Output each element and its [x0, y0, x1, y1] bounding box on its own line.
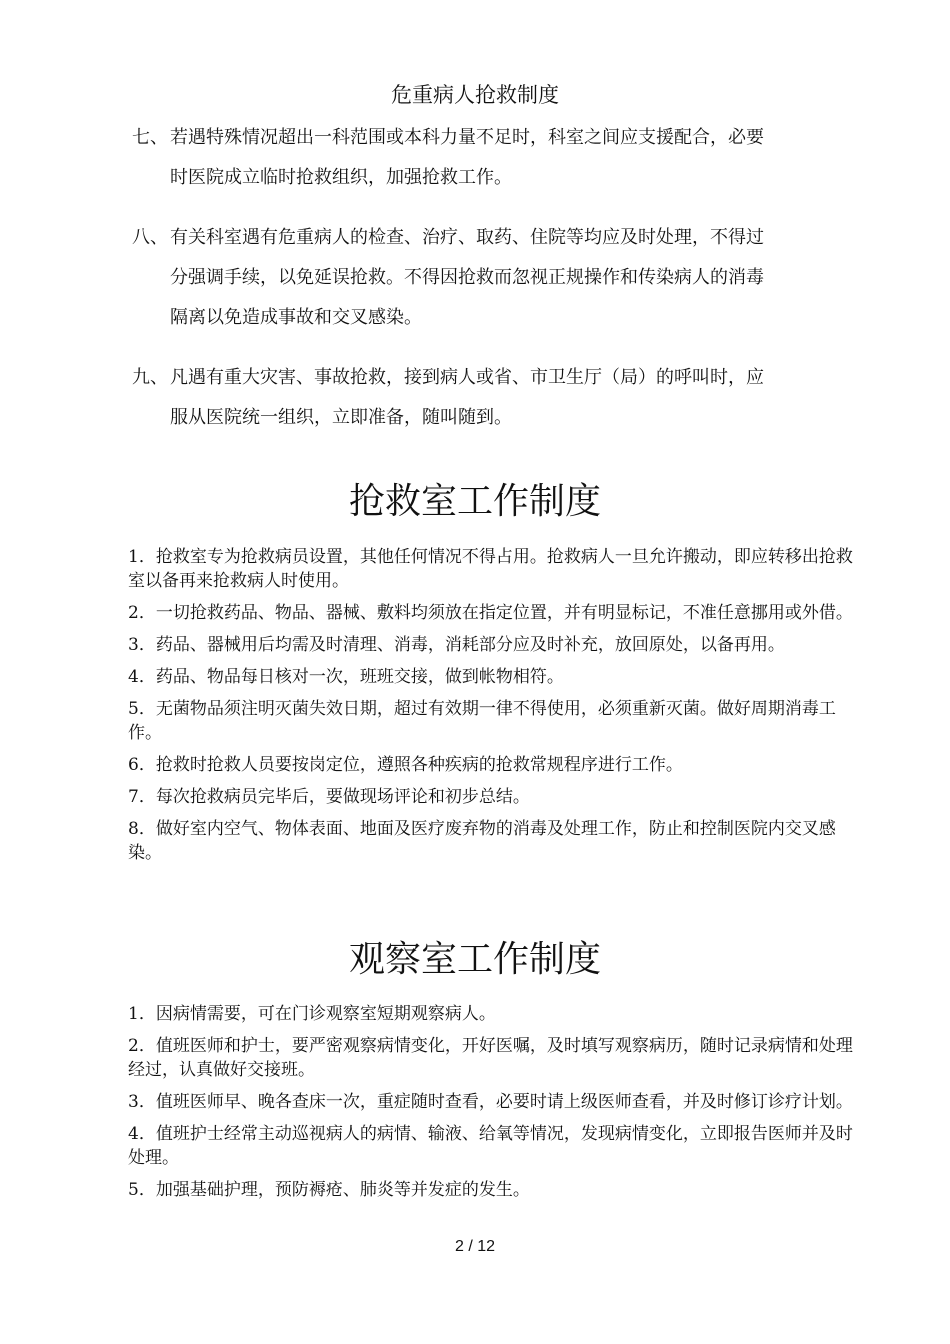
clause-number: 九、 — [132, 367, 168, 388]
clause-continuation: 隔离以免造成事故和交叉感染。 — [170, 307, 422, 328]
rule-item: 7．每次抢救病员完毕后，要做现场评论和初步总结。 — [128, 787, 530, 807]
clause-continuation: 服从医院统一组织，立即准备，随叫随到。 — [170, 407, 512, 428]
clause-text: 有关科室遇有危重病人的检查、治疗、取药、住院等均应及时处理，不得过 — [170, 227, 764, 248]
rescue-room-title: 抢救室工作制度 — [348, 481, 601, 522]
observation-room-rules — [128, 1002, 860, 1210]
clause-first-line — [132, 218, 862, 258]
page-indicator: 2 / 12 — [454, 1238, 496, 1255]
rule-item: 6．抢救时抢救人员要按岗定位，遵照各种疾病的抢救常规程序进行工作。 — [128, 755, 683, 775]
clause-first-line — [132, 358, 862, 398]
rule-item: 5．加强基础护理，预防褥疮、肺炎等并发症的发生。 — [128, 1180, 530, 1200]
rule-item: 2．值班医师和护士，要严密观察病情变化，开好医嘱，及时填写观察病历，随时记录病情和处理经过，认真做好交接班。 — [128, 1036, 853, 1080]
clause-continuation: 时医院成立临时抢救组织，加强抢救工作。 — [170, 167, 512, 188]
section-subtitle: 危重病人抢救制度 — [391, 83, 559, 107]
rule-item: 4．值班护士经常主动巡视病人的病情、输液、给氧等情况，发现病情变化，立即报告医师并及时处理。 — [128, 1124, 853, 1168]
rule-item: 3．值班医师早、晚各查床一次，重症随时查看，必要时请上级医师查看，并及时修订诊疗计划。 — [128, 1092, 853, 1112]
rule-item: 1．因病情需要，可在门诊观察室短期观察病人。 — [128, 1004, 496, 1024]
clause-number: 八、 — [132, 227, 168, 248]
rule-item: 3．药品、器械用后均需及时清理、消毒，消耗部分应及时补充，放回原处，以备再用。 — [128, 635, 785, 655]
clause-text: 凡遇有重大灾害、事故抢救，接到病人或省、市卫生厅（局）的呼叫时，应 — [170, 367, 764, 388]
clause-seven — [132, 118, 862, 198]
clause-number: 七、 — [132, 127, 168, 148]
rule-item: 1．抢救室专为抢救病员设置，其他任何情况不得占用。抢救病人一旦允许搬动，即应转移出抢救室以备再来抢救病人时使用。 — [128, 547, 853, 591]
rule-item: 8．做好室内空气、物体表面、地面及医疗废弃物的消毒及处理工作，防止和控制医院内交叉感染。 — [128, 819, 836, 863]
rule-item: 5．无菌物品须注明灭菌失效日期，超过有效期一律不得使用，必须重新灭菌。做好周期消毒工作。 — [128, 699, 836, 743]
clause-text: 若遇特殊情况超出一科范围或本科力量不足时，科室之间应支援配合，必要 — [170, 127, 764, 148]
rule-item: 2．一切抢救药品、物品、器械、敷料均须放在指定位置，并有明显标记，不准任意挪用或外借。 — [128, 603, 853, 623]
clause-eight — [132, 218, 862, 338]
rescue-room-rules — [128, 545, 860, 873]
clause-continuation: 分强调手续，以免延误抢救。不得因抢救而忽视正规操作和传染病人的消毒 — [170, 267, 764, 288]
rule-item: 4．药品、物品每日核对一次，班班交接，做到帐物相符。 — [128, 667, 564, 687]
clause-nine — [132, 358, 862, 438]
observation-room-title: 观察室工作制度 — [348, 939, 601, 980]
clause-first-line — [132, 118, 862, 158]
